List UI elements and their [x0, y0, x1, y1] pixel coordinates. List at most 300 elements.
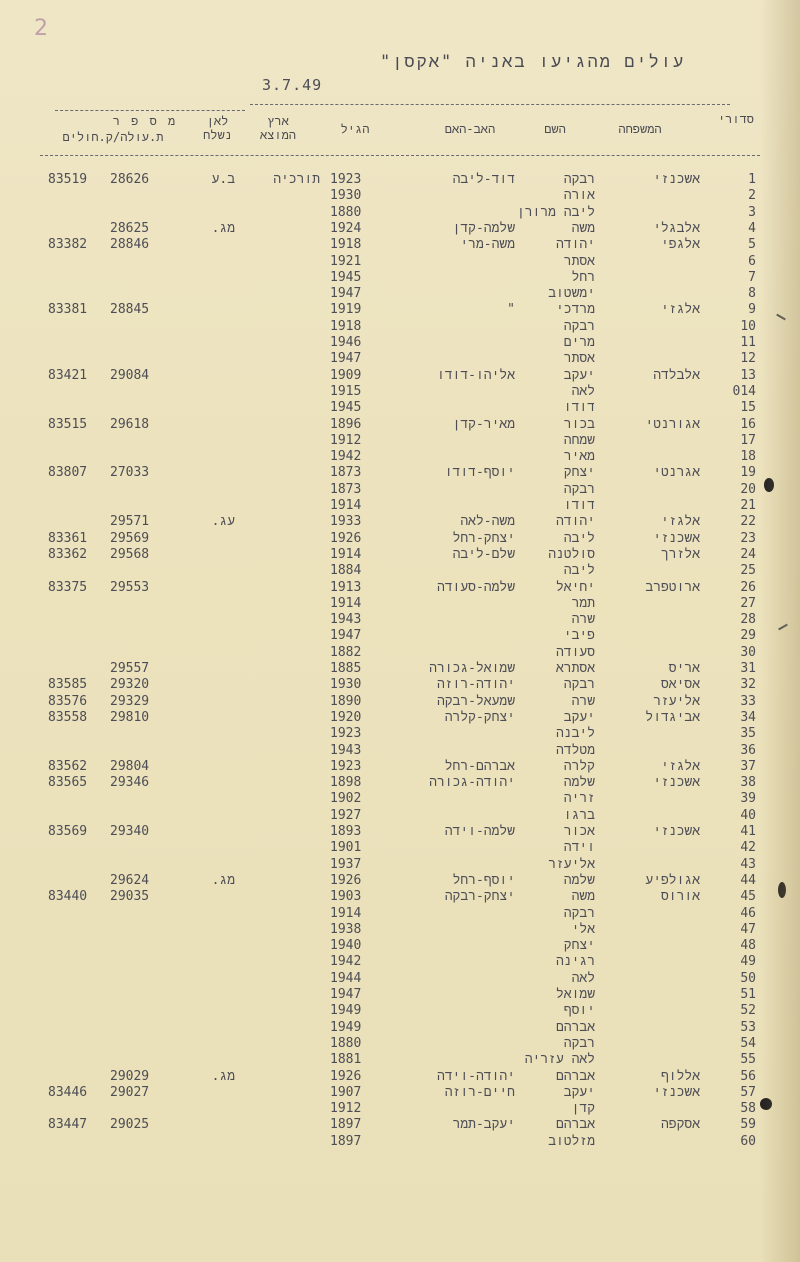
birth-year: 1918 — [330, 237, 362, 253]
first-name: יעקב — [563, 1084, 595, 1100]
family-name: אשכנזי — [653, 824, 700, 839]
family-name: אלבלדה — [653, 367, 700, 383]
register-number: 83447 — [48, 1117, 88, 1133]
serial-number: 54 — [740, 1035, 756, 1051]
register-number: 83519 — [48, 172, 88, 187]
serial-number: 17 — [740, 432, 756, 448]
serial-number: 15 — [740, 400, 756, 416]
birth-year: 1945 — [330, 269, 362, 285]
birth-year: 1946 — [330, 335, 362, 350]
first-name: מאיר — [563, 449, 595, 465]
birth-year: 1912 — [330, 1101, 362, 1117]
serial-number: 45 — [740, 889, 756, 905]
family-name: אלגפי — [660, 237, 700, 253]
serial-number: 4 — [748, 220, 756, 236]
parents-names: שלמה-סעודה — [436, 579, 515, 595]
birth-year: 1884 — [330, 563, 362, 579]
serial-number: 5 — [748, 237, 756, 253]
table-row — [0, 563, 800, 579]
birth-year: 1897 — [330, 1117, 362, 1133]
birth-year: 1902 — [330, 791, 362, 807]
certificate-number: 28625 — [110, 220, 150, 236]
table-row — [0, 1101, 800, 1117]
birth-year: 1880 — [330, 204, 362, 220]
serial-number: 8 — [748, 286, 756, 302]
parents-names: יצחק-רבקה — [444, 889, 515, 905]
birth-year: 1914 — [330, 905, 362, 921]
header-rule-bottom — [40, 155, 760, 156]
first-name: סעודה — [555, 644, 595, 660]
first-name: רבקה — [563, 481, 595, 497]
family-name: אשכנזי — [653, 775, 700, 791]
birth-year: 1873 — [330, 465, 362, 481]
family-name: אשכנזי — [653, 1084, 700, 1100]
first-name: ברגו — [563, 807, 595, 823]
serial-number: 51 — [740, 987, 756, 1002]
table-row — [0, 498, 800, 514]
corner-number: 2 — [34, 16, 48, 41]
table-row — [0, 417, 800, 433]
serial-number: 13 — [740, 367, 756, 383]
parents-names: יהודה-רוזה — [436, 677, 515, 693]
table-row — [0, 1003, 800, 1019]
birth-year: 1914 — [330, 498, 362, 513]
table-row — [0, 954, 800, 970]
table-row — [0, 335, 800, 351]
certificate-number: 29320 — [110, 677, 150, 693]
family-name: אשכנזי — [653, 172, 700, 187]
parents-names: שלם-ליבה — [452, 546, 515, 562]
table-row — [0, 188, 800, 204]
parents-names: דוד-ליבה — [452, 172, 515, 187]
serial-number: 6 — [748, 253, 756, 269]
certificate-number: 29553 — [110, 579, 150, 595]
serial-number: 30 — [740, 644, 756, 660]
first-name: לאה — [571, 383, 595, 399]
register-number: 83421 — [48, 367, 88, 383]
first-name: רחל — [571, 269, 595, 285]
table-row — [0, 840, 800, 856]
serial-number: 19 — [740, 465, 756, 481]
family-name: אלגזי — [660, 758, 700, 774]
serial-number: 26 — [740, 579, 756, 595]
first-name: יוסף — [563, 1003, 595, 1019]
first-name: יחיאל — [555, 579, 595, 595]
birth-year: 1897 — [330, 1133, 362, 1149]
first-name: רבקה — [563, 1035, 595, 1051]
certificate-number: 29329 — [110, 693, 150, 709]
serial-number: 48 — [740, 938, 756, 954]
family-name: אלבגלי — [653, 220, 700, 236]
serial-number: 22 — [740, 514, 756, 530]
table-row — [0, 221, 800, 237]
serial-number: 28 — [740, 612, 756, 628]
serial-number: 52 — [740, 1003, 756, 1019]
table-row — [0, 628, 800, 644]
first-name: ליבנה — [555, 726, 595, 742]
family-name: אורוס — [660, 889, 700, 905]
certificate-number: 28846 — [110, 237, 150, 253]
table-row — [0, 726, 800, 742]
header-destination: לאן נשלח — [203, 114, 232, 142]
first-name: לאה עזריה — [524, 1052, 595, 1068]
first-name: דודו — [563, 400, 595, 416]
family-name: אליעזר — [653, 693, 700, 709]
destination: מג. — [211, 872, 235, 888]
serial-number: 10 — [740, 318, 756, 334]
serial-number: 57 — [740, 1084, 756, 1100]
parents-names: חיים-רוזה — [444, 1084, 515, 1100]
birth-year: 1919 — [330, 302, 362, 318]
birth-year: 1901 — [330, 840, 362, 856]
first-name: שמואל — [555, 987, 595, 1002]
parents-names: יהודה-וידה — [436, 1068, 515, 1084]
register-number: 83361 — [48, 530, 88, 546]
birth-year: 1914 — [330, 595, 362, 611]
parents-names: שלמה-קדן — [452, 220, 515, 236]
header-rule-top-right — [250, 104, 730, 105]
table-row — [0, 873, 800, 889]
birth-year: 1943 — [330, 742, 362, 758]
first-name: משה — [571, 220, 595, 236]
certificate-number: 29571 — [110, 514, 150, 530]
birth-year: 1947 — [330, 987, 362, 1002]
birth-year: 1882 — [330, 644, 362, 660]
header-serial: סדורי — [717, 112, 754, 126]
serial-number: 23 — [740, 530, 756, 546]
first-name: יצחק — [563, 465, 595, 481]
table-row — [0, 824, 800, 840]
table-row — [0, 254, 800, 270]
birth-year: 1873 — [330, 481, 362, 497]
first-name: אכור — [563, 824, 595, 839]
table-row — [0, 987, 800, 1003]
table-row — [0, 922, 800, 938]
serial-number: 39 — [740, 791, 756, 807]
certificate-number: 29035 — [110, 889, 150, 905]
serial-number: 38 — [740, 775, 756, 791]
register-number: 83585 — [48, 677, 88, 693]
family-name: ארוטפרב — [645, 579, 700, 595]
first-name: שמחה — [563, 432, 595, 448]
parents-names: אברהם-רחל — [444, 758, 515, 774]
first-name: ליבה מרורן — [516, 204, 595, 220]
serial-number: 33 — [740, 693, 756, 709]
serial-number: 9 — [748, 302, 756, 318]
first-name: בכור — [563, 416, 595, 432]
parents-names: יצחק-קלרה — [444, 709, 515, 725]
table-row — [0, 319, 800, 335]
register-number: 83381 — [48, 302, 88, 318]
first-name: יהודה — [555, 514, 595, 530]
certificate-number: 29810 — [110, 709, 150, 725]
birth-year: 1915 — [330, 383, 362, 399]
parents-names: שמעאל-רבקה — [436, 693, 515, 709]
table-row — [0, 302, 800, 318]
first-name: יצחק — [563, 938, 595, 954]
certificate-number: 29624 — [110, 872, 150, 888]
birth-year: 1924 — [330, 220, 362, 236]
birth-year: 1893 — [330, 824, 362, 839]
birth-year: 1912 — [330, 432, 362, 448]
register-number: 83807 — [48, 465, 88, 481]
first-name: זריה — [563, 791, 595, 807]
certificate-number: 29027 — [110, 1084, 150, 1100]
birth-year: 1898 — [330, 775, 362, 791]
header-number: מ ס פ ר — [112, 114, 178, 128]
document-date: 3.7.49 — [262, 76, 323, 94]
paper-edge-shadow — [760, 0, 800, 1262]
table-row — [0, 661, 800, 677]
table-row — [0, 1020, 800, 1036]
first-name: אורה — [563, 188, 595, 204]
table-row — [0, 1069, 800, 1085]
serial-number: 12 — [740, 351, 756, 367]
first-name: רבקה — [563, 318, 595, 334]
table-row — [0, 384, 800, 400]
serial-number: 31 — [740, 661, 756, 676]
table-row — [0, 270, 800, 286]
register-number: 83382 — [48, 237, 88, 253]
serial-number: 53 — [740, 1019, 756, 1035]
first-name: ימשטוב — [548, 286, 595, 302]
serial-number: 42 — [740, 840, 756, 856]
birth-year: 1903 — [330, 889, 362, 905]
serial-number: 41 — [740, 824, 756, 839]
first-name: שלמה — [563, 872, 595, 888]
birth-year: 1890 — [330, 693, 362, 709]
birth-year: 1942 — [330, 449, 362, 465]
first-name: וידה — [563, 840, 595, 856]
destination: עג. — [211, 514, 235, 530]
register-number: 83440 — [48, 889, 88, 905]
serial-number: 49 — [740, 954, 756, 970]
first-name: משה — [571, 889, 595, 905]
parents-names: יצחק-רחל — [452, 530, 515, 546]
certificate-number: 29618 — [110, 416, 150, 432]
first-name: אברהם — [555, 1068, 595, 1084]
first-name: רבקה — [563, 905, 595, 921]
table-row — [0, 743, 800, 759]
serial-number: 29 — [740, 628, 756, 644]
first-name: אסתר — [563, 253, 595, 269]
table-row — [0, 368, 800, 384]
serial-number: 40 — [740, 807, 756, 823]
first-name: דודו — [563, 498, 595, 513]
birth-year: 1937 — [330, 856, 362, 872]
birth-year: 1947 — [330, 351, 362, 367]
family-name: אלזרך — [660, 546, 700, 562]
table-row — [0, 531, 800, 547]
family-name: אלגזי — [660, 514, 700, 530]
register-number: 83446 — [48, 1084, 88, 1100]
register-number: 83562 — [48, 758, 88, 774]
first-name: ליבה — [563, 530, 595, 546]
serial-number: 18 — [740, 449, 756, 465]
destination: מג. — [211, 220, 235, 236]
first-name: קלרה — [563, 758, 595, 774]
table-row — [0, 205, 800, 221]
register-number: 83375 — [48, 579, 88, 595]
header-family: המשפחה — [618, 122, 662, 136]
certificate-number: 28626 — [110, 172, 150, 187]
first-name: שרה — [571, 612, 595, 628]
serial-number: 60 — [740, 1133, 756, 1149]
birth-year: 1930 — [330, 677, 362, 693]
table-row — [0, 1134, 800, 1150]
certificate-number: 29346 — [110, 775, 150, 791]
table-row — [0, 710, 800, 726]
serial-number: 47 — [740, 921, 756, 937]
birth-year: 1907 — [330, 1084, 362, 1100]
first-name: תמר — [571, 595, 595, 611]
certificate-number: 29557 — [110, 661, 150, 676]
first-name: מזלטוב — [548, 1133, 595, 1149]
birth-year: 1943 — [330, 612, 362, 628]
table-row — [0, 694, 800, 710]
table-row — [0, 547, 800, 563]
table-row — [0, 889, 800, 905]
table-row — [0, 465, 800, 481]
parents-names: יהודה-גכורה — [429, 775, 515, 791]
table-row — [0, 971, 800, 987]
table-row — [0, 596, 800, 612]
family-name: אריס — [668, 661, 700, 676]
serial-number: 56 — [740, 1068, 756, 1084]
certificate-number: 29029 — [110, 1068, 150, 1084]
serial-number: 32 — [740, 677, 756, 693]
birth-year: 1913 — [330, 579, 362, 595]
birth-year: 1923 — [330, 172, 362, 187]
birth-year: 1885 — [330, 661, 362, 676]
header-country: ארץ המוצא — [259, 114, 296, 142]
table-row — [0, 580, 800, 596]
parents-names: " — [507, 302, 515, 318]
header-parent: האב-האם — [444, 122, 496, 136]
certificate-number: 29084 — [110, 367, 150, 383]
parents-names: משה-מרי — [460, 237, 515, 253]
first-name: פיבי — [563, 628, 595, 644]
birth-year: 1881 — [330, 1052, 362, 1068]
family-name: אסיאס — [660, 677, 700, 693]
serial-number: 35 — [740, 726, 756, 742]
register-number: 83569 — [48, 824, 88, 839]
header-certificate: ת.עולה/ק.חולים — [62, 130, 164, 144]
serial-number: 21 — [740, 498, 756, 513]
birth-year: 1923 — [330, 726, 362, 742]
birth-year: 1933 — [330, 514, 362, 530]
parents-names: שלמה-וידה — [444, 824, 515, 839]
birth-year: 1938 — [330, 921, 362, 937]
table-row — [0, 449, 800, 465]
first-name: סולטנה — [548, 546, 595, 562]
table-row — [0, 1117, 800, 1133]
family-name: אגרנטי — [653, 465, 700, 481]
birth-year: 1923 — [330, 758, 362, 774]
table-row — [0, 857, 800, 873]
header-name: השם — [544, 122, 566, 136]
serial-number: 36 — [740, 742, 756, 758]
birth-year: 1914 — [330, 546, 362, 562]
certificate-number: 29804 — [110, 758, 150, 774]
first-name: אליעזר — [548, 856, 595, 872]
birth-year: 1947 — [330, 286, 362, 302]
register-number: 83576 — [48, 693, 88, 709]
parents-names: יוסף-רחל — [452, 872, 515, 888]
serial-number: 3 — [748, 204, 756, 220]
table-row — [0, 906, 800, 922]
family-name: אללוף — [660, 1068, 700, 1084]
serial-number: 27 — [740, 595, 756, 611]
first-name: רבקה — [563, 172, 595, 187]
parents-names: שמואל-גכורה — [429, 661, 515, 676]
birth-year: 1926 — [330, 1068, 362, 1084]
table-row — [0, 1085, 800, 1101]
certificate-number: 29568 — [110, 546, 150, 562]
first-name: מרים — [563, 335, 595, 350]
birth-year: 1947 — [330, 628, 362, 644]
first-name: יהודה — [555, 237, 595, 253]
parents-names: מאיר-קדן — [452, 416, 515, 432]
birth-year: 1921 — [330, 253, 362, 269]
table-row — [0, 938, 800, 954]
first-name: רבקה — [563, 677, 595, 693]
certificate-number: 27033 — [110, 465, 150, 481]
serial-number: 43 — [740, 856, 756, 872]
table-row — [0, 172, 800, 188]
family-name: אשכנזי — [653, 530, 700, 546]
destination: ב.ע — [211, 172, 235, 187]
header-age: הגיל — [340, 122, 370, 136]
serial-number: 55 — [740, 1052, 756, 1068]
first-name: אסתרא — [555, 661, 595, 676]
header-rule-top-left — [55, 110, 245, 111]
table-row — [0, 759, 800, 775]
first-name: אסתר — [563, 351, 595, 367]
table-row — [0, 514, 800, 530]
table-row — [0, 1052, 800, 1068]
first-name: רגינה — [555, 954, 595, 970]
birth-year: 1944 — [330, 970, 362, 986]
table-row — [0, 351, 800, 367]
register-number: 83362 — [48, 546, 88, 562]
table-row — [0, 482, 800, 498]
birth-year: 1920 — [330, 709, 362, 725]
register-number: 83558 — [48, 709, 88, 725]
certificate-number: 29569 — [110, 530, 150, 546]
birth-year: 1942 — [330, 954, 362, 970]
destination: מג. — [211, 1068, 235, 1084]
origin-country: תורכיה — [273, 172, 320, 187]
table-row — [0, 433, 800, 449]
parents-names: משה-לאה — [460, 514, 515, 530]
birth-year: 1945 — [330, 400, 362, 416]
serial-number: 2 — [748, 188, 756, 204]
birth-year: 1926 — [330, 530, 362, 546]
family-name: אסקפה — [660, 1117, 700, 1133]
family-name: אגולפיע — [645, 872, 700, 888]
birth-year: 1949 — [330, 1019, 362, 1035]
first-name: מרדכי — [555, 302, 595, 318]
first-name: אלי — [571, 921, 595, 937]
birth-year: 1949 — [330, 1003, 362, 1019]
serial-number: 50 — [740, 970, 756, 986]
birth-year: 1918 — [330, 318, 362, 334]
first-name: שלמה — [563, 775, 595, 791]
table-row — [0, 237, 800, 253]
birth-year: 1909 — [330, 367, 362, 383]
serial-number: 46 — [740, 905, 756, 921]
